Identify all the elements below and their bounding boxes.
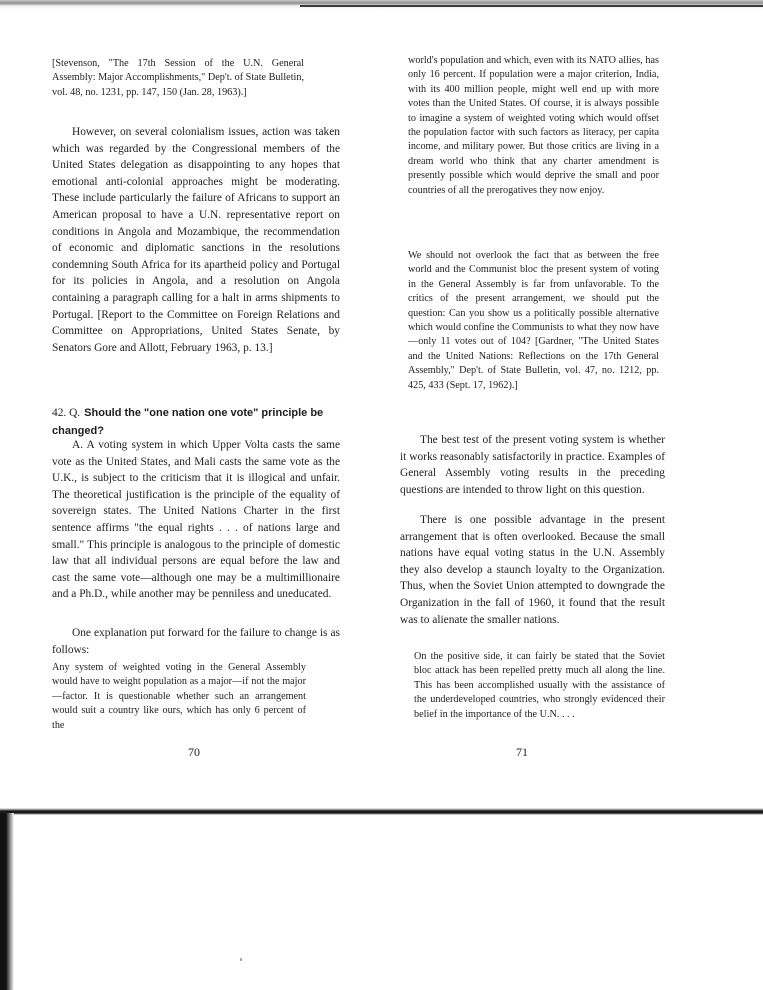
question-number: 42. Q. — [52, 407, 81, 419]
quote-continued: world's population and which, even with its NATO allies, has only 16 percent. If population were a major criterion, India, with its 400 million people, might well end up with more votes than the United States. Of course, it is always possible to imagine a system of weighted voting which would offset the population factor with such factors as literacy, per capita income, and military power. But those critics are living in a dream world who think that any charter amendment is presently possible which would deprive the small and poor countries of all the prerogatives they now enjoy. — [408, 55, 659, 196]
scan-speck — [240, 958, 242, 961]
paragraph-colonialism: However, on several colonialism issues, action was taken which was regarded by the Congressional members of the United States delegation as disappointing to any hopes that emotional anti-colonial approaches might be moderating. These include particularly the failure of Africans to support an American proposal to have a U.N. representative report on conditions in Angola and Mozambique, the recommendation of economic and diplomatic sanctions in the resolutions condemning South Africa for its apartheid policy and Portugal for its policies in Angola, and a resolution on Angola containing a paragraph calling for a halt in arms shipments to Portugal. [Report to the Committee on Foreign Relations and Committee on Appropriations, United States Senate, by Senators Gore and Allott, February 1963, p. 13.] — [52, 126, 340, 354]
paragraph-advantage: There is one possible advantage in the present arrangement that is often overlooked. Because the small nations have equal voting status in the U.N. Assembly they also develop a staunch loyalty to the Organization. Thus, when the Soviet Union attempted to downgrade the Organization in the fall of 1960, it found that the result was to alienate the smaller nations. — [400, 514, 665, 626]
scan-top-edge — [0, 0, 763, 10]
quote-weighted-voting: Any system of weighted voting in the General Assembly would have to weight population as a major—if not the major—factor. It is questionable whether such an arrangement would suit a country like ours, which has only 6 percent of the — [52, 662, 306, 731]
page-number-left: 70 — [188, 745, 200, 759]
citation-stevenson: [Stevenson, "The 17th Session of the U.N. General Assembly: Major Accomplishments," Dep't. of State Bulletin, vol. 48, no. 1231, pp. 147, 150 (Jan. 28, 1963).] — [52, 58, 304, 98]
answer-text: A voting system in which Upper Volta casts the same vote as the United States, and Mali casts the same vote as the U.K., is subject to the criticism that it is illogical and unfair. The theoretical justification is the principle of the equality of sovereign states. The United Nations Charter in the first sentence affirms "the equal rights . . . of nations large and small." This principle is analogous to the principle of domestic law that all individual persons are equal before the law and cast the same vote—although one may be a multimillionaire and a Ph.D., while another may be penniless and uneducated. — [52, 439, 341, 601]
quote-positive-side: On the positive side, it can fairly be stated that the Soviet bloc attack has been repelled pretty much all along the line. This has been accomplished usually with the assistance of the underdeveloped countries, who strongly evidenced their belief in the importance of the U.N. . . . — [414, 651, 665, 720]
paragraph-explanation: One explanation put forward for the failure to change is as follows: — [52, 627, 340, 656]
paragraph-best-test: The best test of the present voting system is whether it works reasonably satisfactorily in practice. Examples of General Assembly voting results in the preceding questions are intended to throw light on this question. — [400, 434, 665, 496]
answer-paragraph — [52, 437, 340, 603]
question-42 — [52, 403, 340, 439]
question-text: Should the "one nation one vote" principle be changed? — [52, 407, 324, 437]
answer-label: A. — [72, 439, 84, 451]
scan-binding-edge — [0, 813, 14, 990]
page-number-right: 71 — [516, 745, 528, 759]
scan-binding-rule — [0, 808, 763, 815]
quote-gardner: We should not overlook the fact that as between the free world and the Communist bloc the present system of voting in the General Assembly is far from unfavorable. To the critics of the present arrangement, we should put the question: Can you show us a politically possible alternative which would confine the Communists to what they now have—only 11 votes out of 104? [Gardner, "The United States and the United Nations: Reflections on the 17th General Assembly," Dep't. of State Bulletin, vol. 47, no. 1212, pp. 425, 433 (Sept. 17, 1962).] — [408, 250, 659, 391]
